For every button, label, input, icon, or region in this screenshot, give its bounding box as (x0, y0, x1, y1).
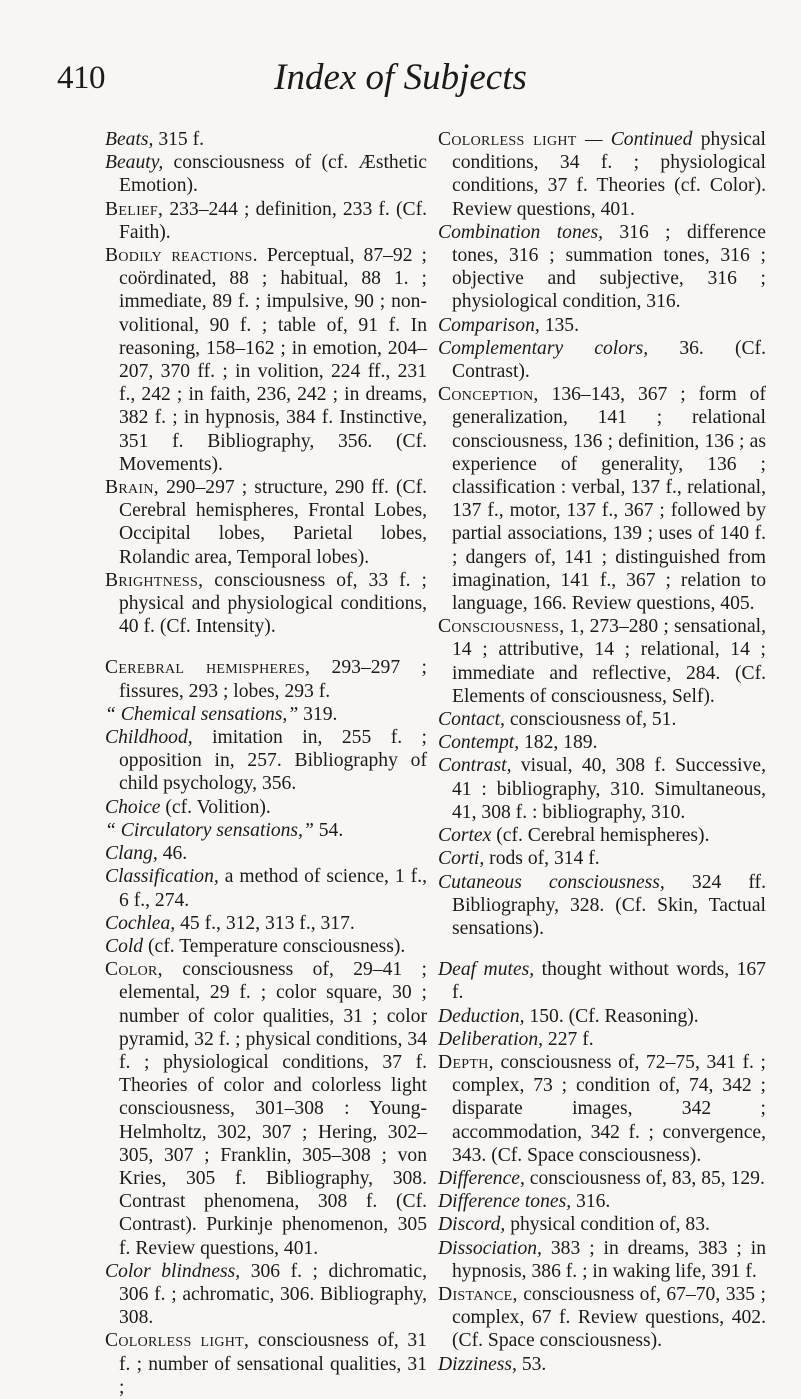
entry-headword: Deduction, (438, 1005, 525, 1027)
index-entry (438, 1283, 766, 1353)
entry-text: 306 f. ; dichromatic, 306 f. ; achromatic, 306. Bibliography, 308. (119, 1260, 428, 1329)
entry-text: 316 ; difference tones, 316 ; summation tones, 316 ; objective and subjective, 316 ; physiological condition, 316. (452, 221, 766, 313)
index-entry (438, 847, 766, 870)
continued-label: — Continued (576, 129, 693, 150)
entry-headword: Cold (105, 935, 144, 957)
index-entry (438, 731, 766, 754)
entry-text: (cf. Volition). (160, 796, 271, 818)
right-column (438, 128, 766, 1376)
index-entry (438, 871, 766, 941)
index-entry (105, 842, 427, 865)
entry-headword: Corti, (438, 848, 485, 870)
entry-text: 54. (313, 819, 344, 841)
entry-headword: Colorless light (438, 129, 577, 150)
entry-text: 383 ; in dreams, 383 ; in hypnosis, 386 f. ; in waking life, 391 f. (452, 1237, 766, 1282)
index-entry (105, 1260, 427, 1330)
entry-headword: Cerebral hemispheres, (105, 657, 311, 679)
index-entry (105, 476, 427, 569)
index-entry (438, 824, 766, 847)
index-entry (438, 221, 766, 314)
entry-headword: Discord, (438, 1214, 506, 1236)
index-entry (105, 656, 427, 702)
entry-text: Perceptual, 87–92 ; coördinated, 88 ; habitual, 88 1. ; immediate, 89 f. ; impulsive, 90 ; non-volitional, 90 f. ; table of, 91 f. In reasoning, 158–162 ; in emotion, 204–207, 370 ff. ; in volition, 224 ff., 231 f., 242 ; in faith, 236, 242 ; in dreams, 382 f. ; in hypnosis, 384 f. Instinctive, 351 f. Bibliography, 356. (Cf. Movements). (119, 245, 427, 475)
index-entry (438, 615, 766, 708)
index-entry (105, 244, 427, 476)
entry-text: consciousness of, 33 f. ; physical and physiological conditions, 40 f. (Cf. Intensity). (119, 569, 427, 638)
entry-headword: Brain, (105, 477, 159, 499)
index-entry (105, 865, 427, 911)
entry-headword: Colorless light, (105, 1330, 250, 1352)
entry-text: thought without words, 167 f. (452, 959, 766, 1004)
entry-text: (cf. Temperature consciousness). (143, 935, 406, 957)
entry-headword: Color, (105, 959, 163, 981)
index-entry (438, 1028, 766, 1051)
index-entry (105, 796, 427, 819)
entry-text: 290–297 ; structure, 290 ff. (Cf. Cerebral hemispheres, Frontal Lobes, Occipital lobes, Parietal lobes, Rolandic area, Temporal lobes). (119, 477, 427, 568)
entry-text: visual, 40, 308 f. Successive, 41 : bibliography, 310. Simultaneous, 41, 308 f. : bibliography, 310. (452, 755, 766, 823)
index-entry (105, 151, 427, 197)
entry-text: consciousness of, 67–70, 335 ; complex, 67 f. Review questions, 402. (Cf. Space consciousness). (452, 1283, 766, 1352)
entry-text: (cf. Cerebral hemispheres). (491, 825, 710, 847)
entry-headword: Classification, (105, 866, 219, 888)
entry-text: 182, 189. (519, 732, 598, 754)
entry-text: 45 f., 312, 313 f., 317. (175, 912, 355, 934)
entry-headword: Bodily reactions. (105, 245, 258, 267)
entry-text: 1, 273–280 ; sensational, 14 ; attributive, 14 ; relational, 14 ; immediate and reflective, 284. (Cf. Elements of consciousness, Self). (452, 616, 766, 707)
entry-headword: Difference tones, (438, 1191, 572, 1213)
index-entry (438, 128, 766, 221)
index-entry (438, 1213, 766, 1236)
entry-headword: Belief, (105, 198, 164, 220)
entry-headword: Clang, (105, 843, 158, 865)
entry-headword: Cutaneous consciousness, (438, 871, 665, 893)
entry-text: 233–244 ; definition, 233 f. (Cf. Faith). (119, 198, 427, 243)
entry-text: 324 ff. Bibliography, 328. (Cf. Skin, Tactual sensations). (452, 871, 766, 939)
entry-text: 53. (516, 1353, 547, 1375)
index-entry (438, 1051, 766, 1167)
index-entry (438, 1190, 766, 1213)
entry-text: 315 f. (153, 129, 205, 150)
entry-headword: Contrast, (438, 755, 512, 777)
entry-text: consciousness of, 31 f. ; number of sensational qualities, 31 ; (119, 1330, 427, 1398)
entry-text: consciousness of (cf. Æsthetic Emotion). (119, 152, 427, 197)
index-entry (105, 198, 427, 244)
index-entry (438, 314, 766, 337)
entry-headword: Conception, (438, 384, 539, 406)
entry-headword: Difference, (438, 1167, 525, 1189)
running-head: Index of Subjects (274, 57, 527, 98)
page-number: 410 (57, 60, 105, 96)
index-entry (438, 1167, 766, 1190)
entry-headword: Deaf mutes, (438, 959, 535, 981)
entry-text: 319. (298, 703, 338, 725)
left-column (105, 128, 427, 1399)
entry-text: 150. (Cf. Reasoning). (524, 1005, 699, 1027)
index-entry (105, 128, 427, 151)
entry-headword: Cortex (438, 825, 492, 847)
entry-headword: Choice (105, 796, 161, 818)
entry-text: consciousness of, 51. (504, 709, 677, 731)
entry-text: consciousness of, 83, 85, 129. (524, 1167, 765, 1189)
entry-headword: Comparison, (438, 314, 540, 336)
entry-text: 293–297 ; fissures, 293 ; lobes, 293 f. (119, 657, 427, 702)
page-header (57, 56, 744, 106)
index-entry (105, 819, 427, 842)
index-entry (438, 754, 766, 824)
entry-text: rods of, 314 f. (484, 848, 600, 870)
index-entry (105, 1329, 427, 1399)
entry-headword: Contact, (438, 709, 505, 731)
index-entry (105, 958, 427, 1260)
entry-headword: Beauty, (105, 152, 164, 174)
index-entry (438, 1353, 766, 1376)
entry-text: consciousness of, 72–75, 341 f. ; complex, 73 ; condition of, 74, 342 ; disparate images, 342 ; accommodation, 342 f. ; convergence, 343. (Cf. Space consciousness). (452, 1051, 766, 1166)
entry-headword: Combination tones, (438, 221, 603, 243)
index-entry (438, 708, 766, 731)
entry-headword: Complementary colors, (438, 337, 649, 359)
entry-headword: Consciousness, (438, 616, 565, 638)
entry-headword: Deliberation, (438, 1028, 544, 1050)
entry-headword: “ Circulatory sensations,” (105, 819, 314, 841)
entry-headword: Childhood, (105, 727, 193, 749)
entry-text: consciousness of, 29–41 ; elemental, 29 f. ; color square, 30 ; number of color qualities, 31 ; color pyramid, 32 f. ; physical conditions, 34 f. ; physiological conditions, 37 f. Theories of color and colorless light consciousness, 301–308 : Young-Helmholtz, 302, 307 ; Hering, 302–305, 307 ; Franklin, 305–308 ; von Kries, 305 f. Bibliography, 308. Contrast phenomena, 308 f. (Cf. Contrast). Purkinje phenomenon, 305 f. Review questions, 401. (119, 959, 427, 1259)
entry-headword: Distance, (438, 1283, 518, 1305)
entry-headword: Brightness, (105, 569, 204, 591)
index-entry (105, 726, 427, 796)
entry-text: physical condition of, 83. (505, 1214, 710, 1236)
entry-headword: Color blindness, (105, 1260, 241, 1282)
entry-headword: Cochlea, (105, 912, 176, 934)
index-entry (105, 703, 427, 726)
entry-text: physical conditions, 34 f. ; physiological conditions, 37 f. Theories (cf. Color). Review questions, 401. (452, 129, 766, 220)
index-entry (438, 1237, 766, 1283)
entry-text: imitation in, 255 f. ; opposition in, 257. Bibliography of child psychology, 356. (119, 727, 427, 795)
index-entry (438, 383, 766, 615)
index-entry (438, 1005, 766, 1028)
entry-headword: Beats, (105, 129, 154, 150)
entry-text: 36. (Cf. Contrast). (452, 337, 766, 383)
index-entry (105, 569, 427, 639)
index-entry (438, 958, 766, 1004)
entry-text: 135. (539, 314, 579, 336)
entry-text: 316. (571, 1191, 611, 1213)
entry-headword: Contempt, (438, 732, 520, 754)
entry-text: a method of science, 1 f., 6 f., 274. (119, 866, 427, 911)
entry-text: 136–143, 367 ; form of generalization, 141 ; relational consciousness, 136 ; definition, 136 ; as experience of generality, 136 ; classification : verbal, 137 f., relational, 137 f., motor, 137 f., 367 ; followed by partial associations, 139 ; uses of 140 f. ; dangers of, 141 ; distinguished from imagination, 141 f., 367 ; relation to language, 166. Review questions, 405. (452, 384, 766, 615)
entry-headword: Depth, (438, 1051, 494, 1073)
entry-headword: “ Chemical sensations,” (105, 703, 299, 725)
entry-text: 227 f. (543, 1028, 594, 1050)
index-entry (105, 912, 427, 935)
index-entry (105, 935, 427, 958)
entry-headword: Dizziness, (438, 1353, 517, 1375)
entry-text: 46. (157, 843, 188, 865)
index-entry (438, 337, 766, 383)
entry-headword: Dissociation, (438, 1237, 542, 1259)
